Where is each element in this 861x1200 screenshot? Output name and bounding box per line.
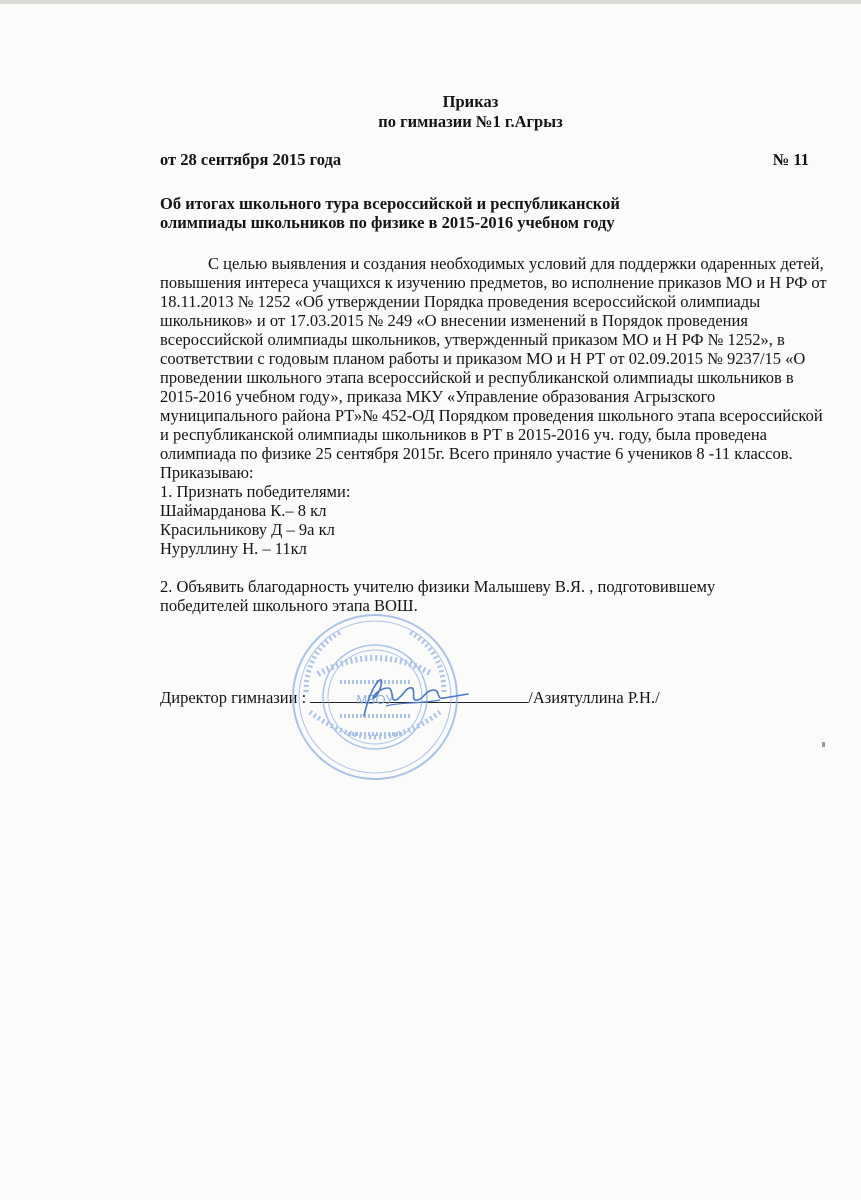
stamp-center-text: МБОУ [356, 692, 394, 707]
order-subject [160, 194, 800, 232]
item-2: 2. Объявить благодарность учителю физики Малышеву В.Я. , подготовившему победителей школьного этапа ВОШ. [160, 577, 716, 615]
winner-3: Нуруллину Н. – 11кл [160, 539, 307, 558]
scan-edge [0, 0, 861, 4]
signature-name: /Азиятуллина Р.Н./ [528, 688, 660, 707]
order-body [160, 254, 832, 615]
winner-1: Шаймарданова К.– 8 кл [160, 501, 327, 520]
preamble-paragraph: С целью выявления и создания необходимых условий для поддержки одаренных детей, повышения интереса учащихся к изучению предметов, во исполнение приказов МО и Н РФ от 18.11.2013 № 1252 «Об утверждении Порядка проведения всероссийской олимпиады школьников» и от 17.03.2015 № 249 «О внесении изменений в Порядок проведения всероссийской олимпиады школьников, утвержденный приказом МО и Н РФ № 1252», в соответствии с годовым планом работы и приказом МО и Н РТ от 02.09.2015 № 9237/15 «О проведении школьного этапа всероссийской и республиканской олимпиады школьников в 2015-2016 учебном году», приказа МКУ «Управление образования Агрызского муниципального района РТ»№ 452-ОД Порядком проведения школьного этапа всероссийской и республиканской олимпиады школьников в РТ в 2015-2016 уч. году, была проведена олимпиада по физике 25 сентября 2015г. Всего приняло участие 6 учеников 8 -11 классов. [160, 254, 827, 463]
spacer [160, 558, 832, 577]
subject-line-1: Об итогах школьного тура всероссийской и республиканской [160, 194, 620, 213]
handwritten-signature [350, 676, 470, 722]
order-word: Приказываю: [160, 463, 254, 482]
subject-line-2: олимпиады школьников по физике в 2015-2016 учебном году [160, 213, 615, 232]
order-date: от 28 сентября 2015 года [160, 150, 342, 169]
signature-label: Директор гимназии : [160, 688, 307, 707]
document-title: Приказ [442, 92, 499, 111]
item-1: 1. Признать победителями: [160, 482, 351, 501]
document-header [0, 92, 861, 132]
winner-2: Красильникову Д – 9а кл [160, 520, 335, 539]
document-subtitle: по гимназии №1 г.Агрыз [378, 112, 563, 131]
scan-speck [822, 742, 825, 747]
order-number: № 11 [772, 150, 809, 169]
